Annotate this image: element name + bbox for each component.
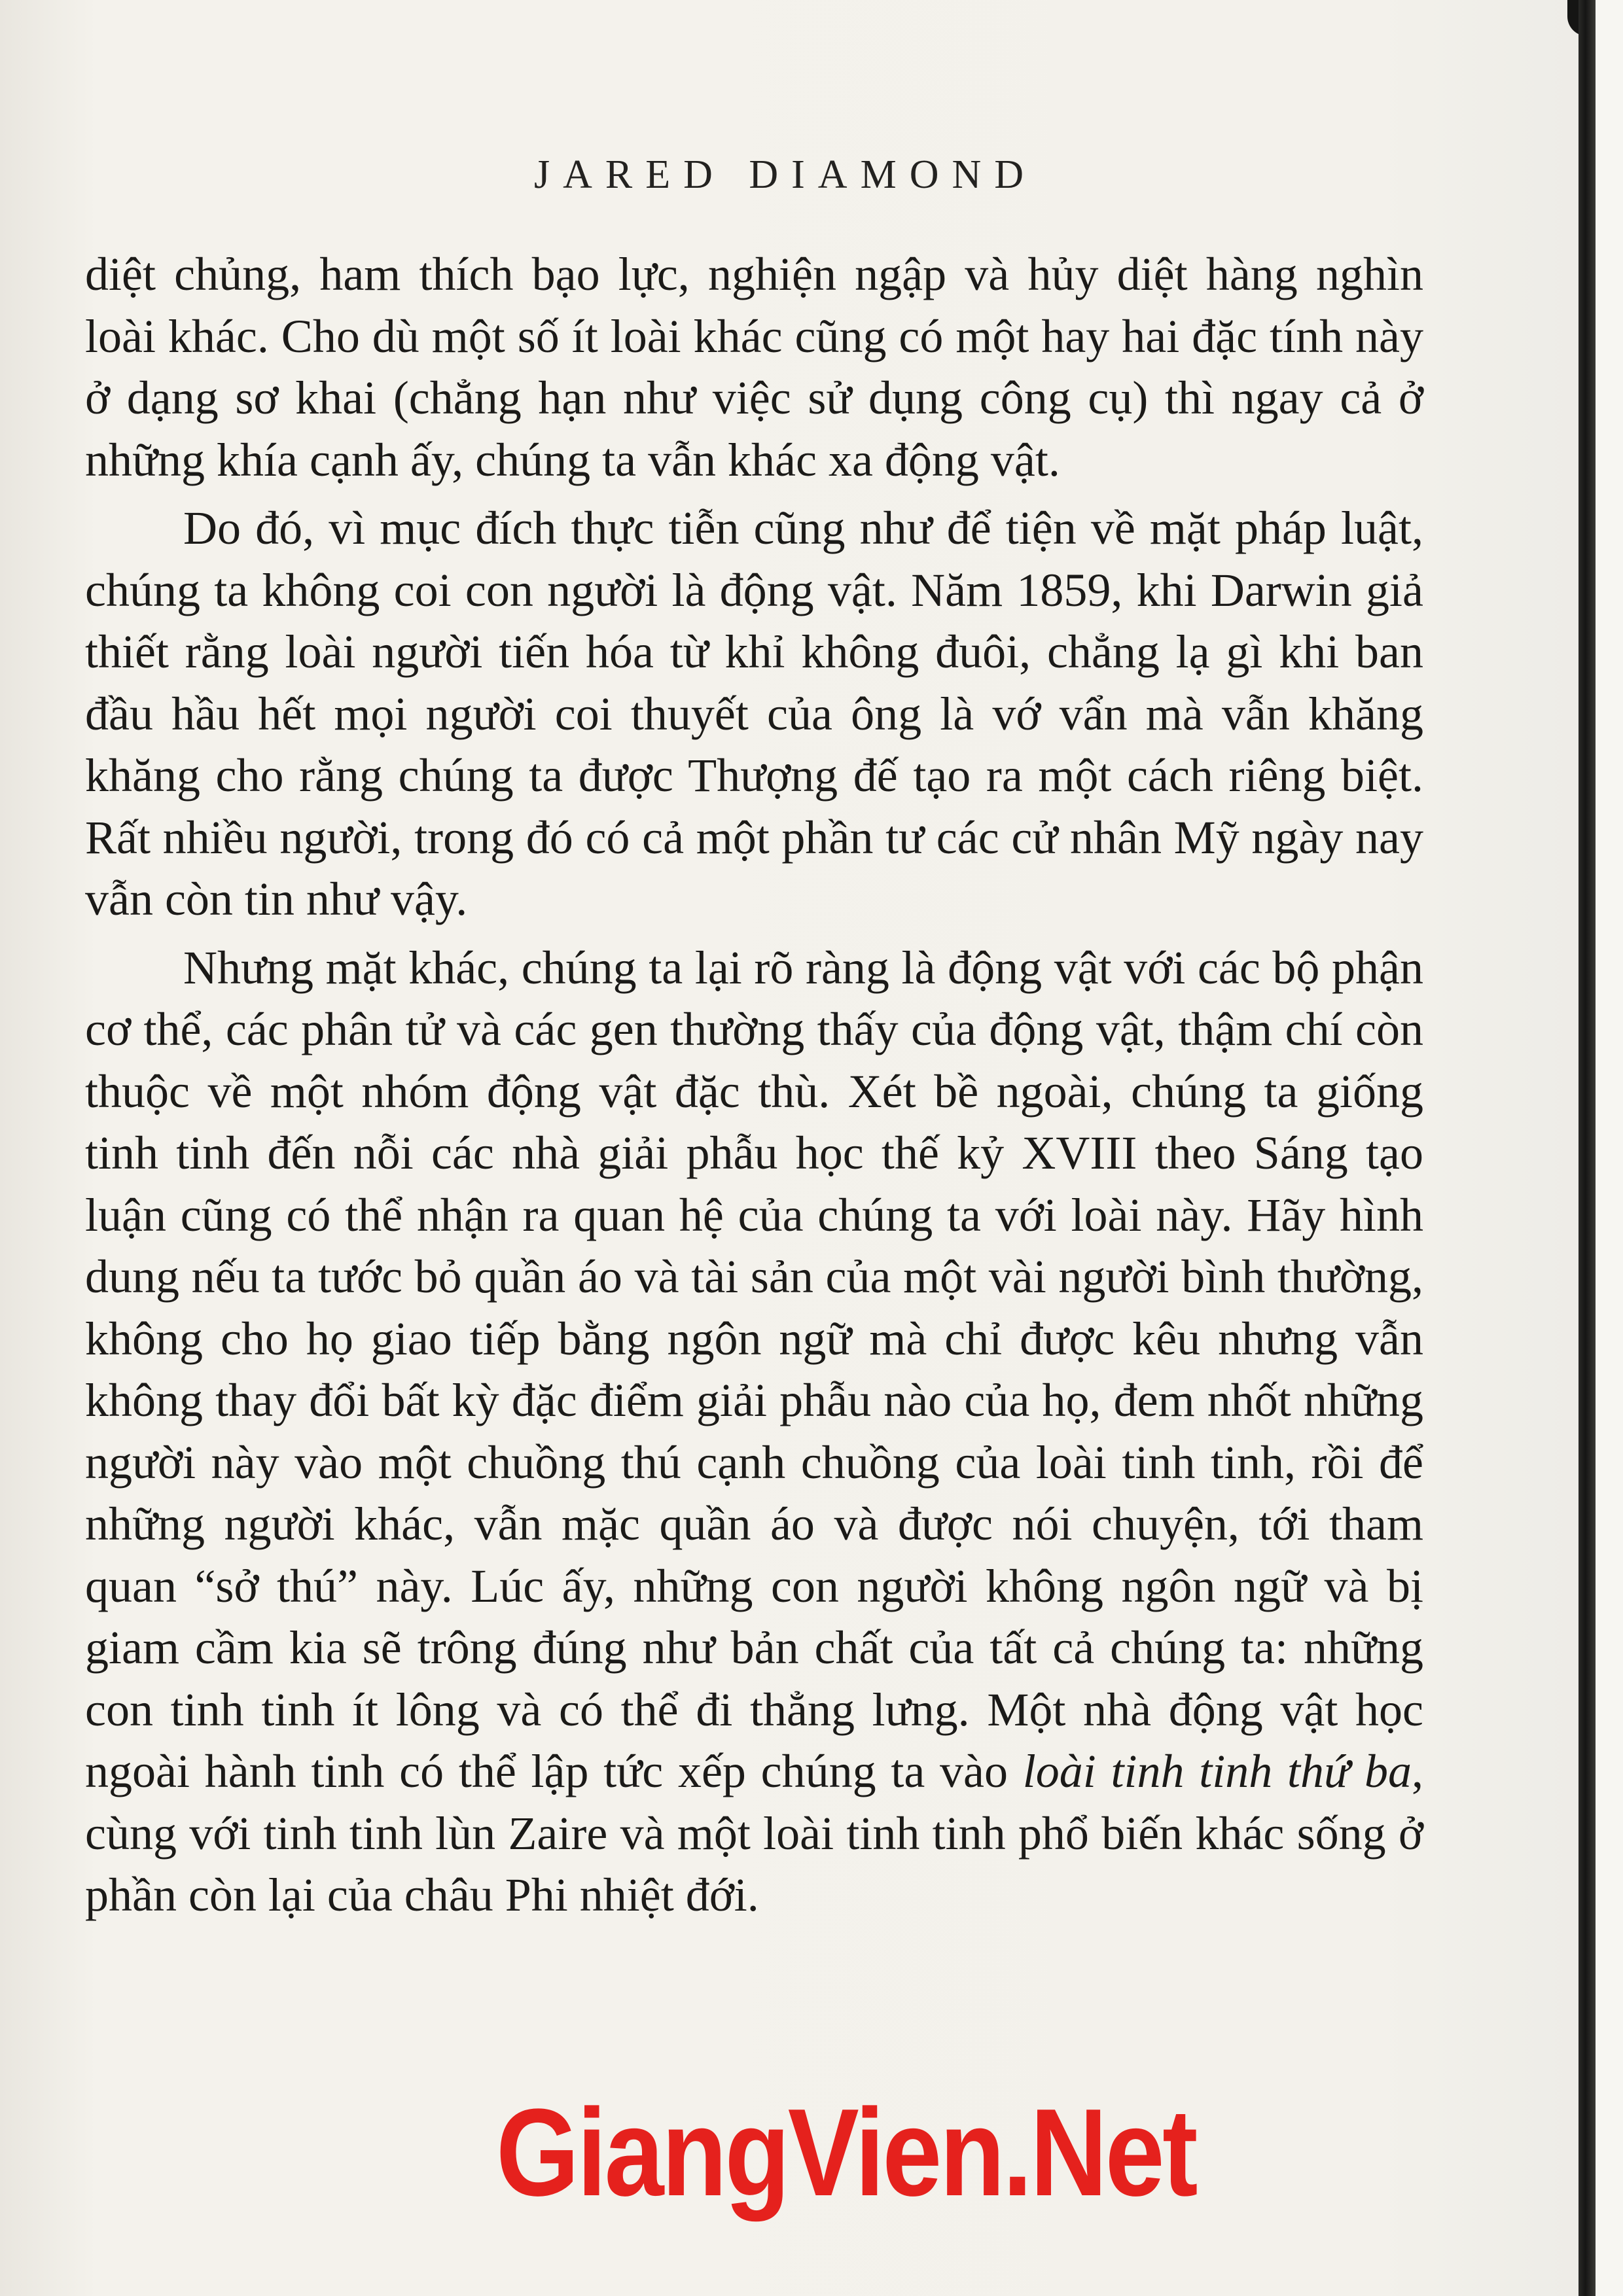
paragraph-3-text-start: Nhưng mặt khác, chúng ta lại rõ ràng là động vật với các bộ phận cơ thể, các phân tử và các gen thường thấy của động vật, thậm chí còn thuộc về một nhóm động vật đặc thù. Xét bề ngoài, chúng ta giống tinh tinh đến nỗi các nhà giải phẫu học thế kỷ XVIII theo Sáng tạo luận cũng có thể nhận ra quan hệ của chúng ta với loài này. Hãy hình dung nếu ta tước bỏ quần áo và tài sản của một vài người bình thường, không cho họ giao tiếp bằng ngôn ngữ mà chỉ được kêu nhưng vẫn không thay đổi bất kỳ đặc điểm giải phẫu nào của họ, đem nhốt những người này vào một chuồng thú cạnh chuồng của loài tinh tinh, rồi để những người khác, vẫn mặc quần áo và được nói chuyện, tới tham quan “sở thú” này. Lúc ấy, những con người không ngôn ngữ và bị giam cầm kia sẽ trông đúng như bản chất của tất cả chúng ta: những con tinh tinh ít lông và có thể đi thẳng lưng. Một nhà động vật học ngoài hành tinh có thể lập tức xếp chúng ta vào — [85, 941, 1423, 1797]
page-margin-strip — [1596, 0, 1623, 2296]
running-header: JARED DIAMOND — [533, 152, 1037, 197]
paragraph-2: Do đó, vì mục đích thực tiễn cũng như để tiện về mặt pháp luật, chúng ta không coi con người là động vật. Năm 1859, khi Darwin giả thiết rằng loài người tiến hóa từ khỉ không đuôi, chẳng lạ gì khi ban đầu hầu hết mọi người coi thuyết của ông là vớ vẩn mà vẫn khăng khăng cho rằng chúng ta được Thượng đế tạo ra một cách riêng biệt. Rất nhiều người, trong đó có cả một phần tư các cử nhân Mỹ ngày nay vẫn còn tin như vậy. — [85, 502, 1423, 925]
watermark-logo: GiangVien.Net — [496, 2083, 1196, 2222]
paragraph-3 — [85, 937, 1423, 1926]
body-text — [85, 243, 1423, 1933]
paragraph-1: diệt chủng, ham thích bạo lực, nghiện ngập và hủy diệt hàng nghìn loài khác. Cho dù một số ít loài khác cũng có một hay hai đặc tính này ở dạng sơ khai (chẳng hạn như việc sử dụng công cụ) thì ngay cả ở những khía cạnh ấy, chúng ta vẫn khác xa động vật. — [85, 248, 1423, 486]
paragraph-3-text-end: , cùng với tinh tinh lùn Zaire và một loài tinh tinh phổ biến khác sống ở phần còn lại của châu Phi nhiệt đới. — [85, 1745, 1424, 1921]
page-edge-shadow — [1578, 0, 1596, 2296]
italic-term: loài tinh tinh thứ ba — [1022, 1745, 1412, 1797]
